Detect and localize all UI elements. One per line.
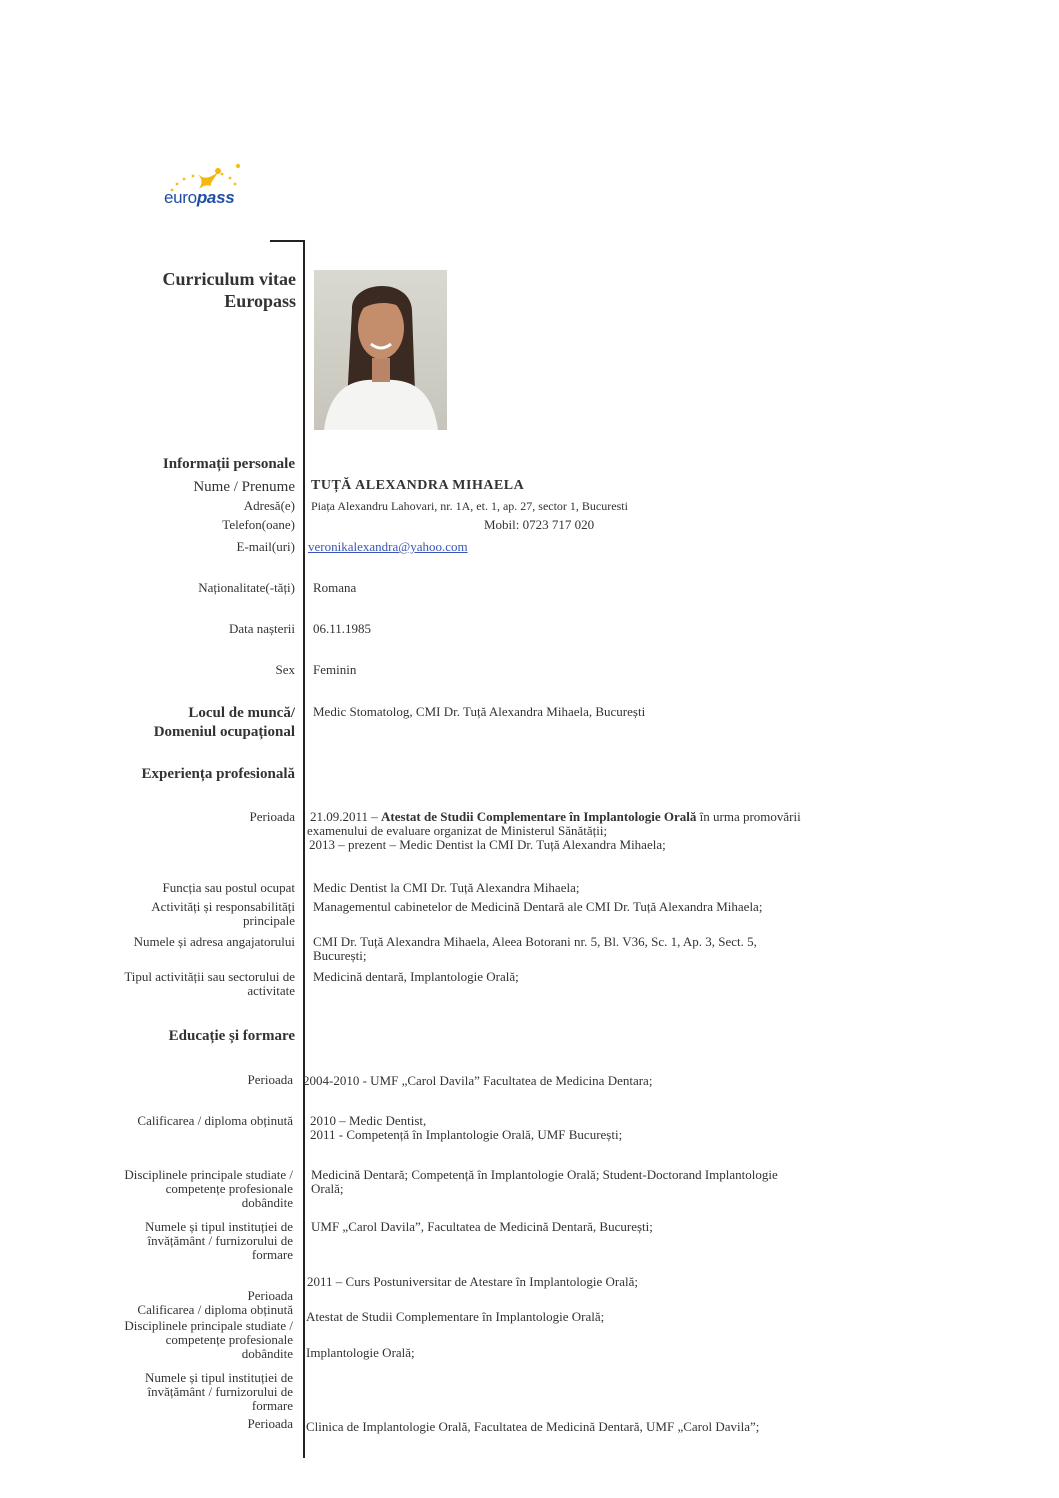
function-value: Medic Dentist la CMI Dr. Tuță Alexandra Mihaela;	[313, 880, 580, 895]
employer-value: CMI Dr. Tuță Alexandra Mihaela, Aleea Botorani nr. 5, Bl. V36, Sc. 1, Ap. 3, Sect. 5, București;	[313, 934, 757, 963]
workplace-label: Locul de muncă/ Domeniul ocupațional	[153, 705, 295, 740]
sector-label: Tipul activității sau sectorului de activitate	[124, 969, 295, 998]
institution-label: Numele și tipul instituției de învățământ / furnizorului de formare	[144, 1219, 293, 1262]
workplace-value: Medic Stomatolog, CMI Dr. Tuță Alexandra Mihaela, București	[313, 704, 646, 719]
column-divider	[303, 240, 305, 1458]
disciplines-label: Disciplinele principale studiate / competențe profesionale dobândite	[124, 1167, 293, 1210]
email-link[interactable]: veronikalexandra@yahoo.com	[308, 539, 468, 554]
name-label: Nume / Prenume	[193, 479, 295, 495]
profile-photo	[314, 270, 447, 430]
nationality-label: Naționalitate(-tăți)	[198, 580, 295, 595]
address-label: Adresă(e)	[243, 498, 295, 513]
address-value: Piața Alexandru Lahovari, nr. 1A, et. 1, ap. 27, sector 1, Bucuresti	[311, 499, 628, 513]
experience-period-label: Perioada	[249, 809, 295, 824]
function-label: Funcția sau postul ocupat	[162, 880, 295, 895]
employer-label: Numele și adresa angajatorului	[133, 934, 295, 949]
education-period-value: 2004-2010 - UMF „Carol Davila” Facultatea de Medicina Dentara;	[303, 1073, 653, 1088]
experience-period-value: 21.09.2011 – Atestat de Studii Complementare în Implantologie Orală în urma promovării examenului de evaluare organizat de Ministerul Sănătății; 2013 – prezent – Medic Dentist la CMI Dr. Tuță Alexandra Mihaela;	[307, 809, 801, 852]
qualification-value: 2010 – Medic Dentist, 2011 - Competență în Implantologie Orală, UMF București;	[310, 1113, 623, 1142]
activities-label: Activități și responsabilități principale	[151, 899, 295, 928]
birth-date-label: Data nașterii	[228, 621, 295, 636]
sex-value: Feminin	[313, 662, 357, 677]
birth-date-value: 06.11.1985	[313, 621, 372, 636]
section-experience: Experiența profesională	[141, 766, 295, 782]
activities-value: Managementul cabinetelor de Medicină Dentară ale CMI Dr. Tuță Alexandra Mihaela;	[313, 899, 763, 914]
phone-value: Mobil: 0723 717 020	[484, 517, 595, 532]
sector-value: Medicină dentară, Implantologie Orală;	[313, 969, 519, 984]
institution2-label: Numele și tipul instituției de învățământ / furnizorului de formare	[144, 1370, 293, 1413]
email-label: E-mail(uri)	[236, 539, 295, 554]
education-period-label: Perioada	[247, 1072, 293, 1087]
qualification2-label: Calificarea / diploma obținută	[137, 1302, 293, 1317]
phone-label: Telefon(oane)	[222, 517, 295, 532]
nationality-value: Romana	[313, 580, 357, 595]
education-period3-label: Perioada	[247, 1416, 293, 1431]
section-education: Educație și formare	[168, 1028, 295, 1044]
clinic-value: Clinica de Implantologie Orală, Facultatea de Medicină Dentară, UMF „Carol Davila”;	[306, 1419, 760, 1434]
institution-value: UMF „Carol Davila”, Facultatea de Medicină Dentară, București;	[311, 1219, 653, 1234]
sex-label: Sex	[275, 662, 295, 677]
qualification2-value: Atestat de Studii Complementare în Implantologie Orală;	[306, 1309, 605, 1324]
section-personal-info: Informații personale	[162, 456, 295, 472]
education-period2-label: Perioada	[247, 1288, 293, 1303]
qualification-label: Calificarea / diploma obținută	[137, 1113, 293, 1128]
disciplines2-value: Implantologie Orală;	[306, 1345, 415, 1360]
course-value: 2011 – Curs Postuniversitar de Atestare în Implantologie Orală;	[307, 1274, 638, 1289]
europass-wordmark: europass	[164, 188, 235, 207]
top-rule	[270, 240, 305, 242]
disciplines-value: Medicină Dentară; Competență în Implantologie Orală; Student-Doctorand Implantologie Orală;	[311, 1167, 778, 1196]
disciplines2-label: Disciplinele principale studiate / competențe profesionale dobândite	[124, 1318, 293, 1361]
name-value: TUȚĂ ALEXANDRA MIHAELA	[311, 478, 525, 493]
cv-title: Curriculum vitae Europass	[162, 269, 296, 311]
